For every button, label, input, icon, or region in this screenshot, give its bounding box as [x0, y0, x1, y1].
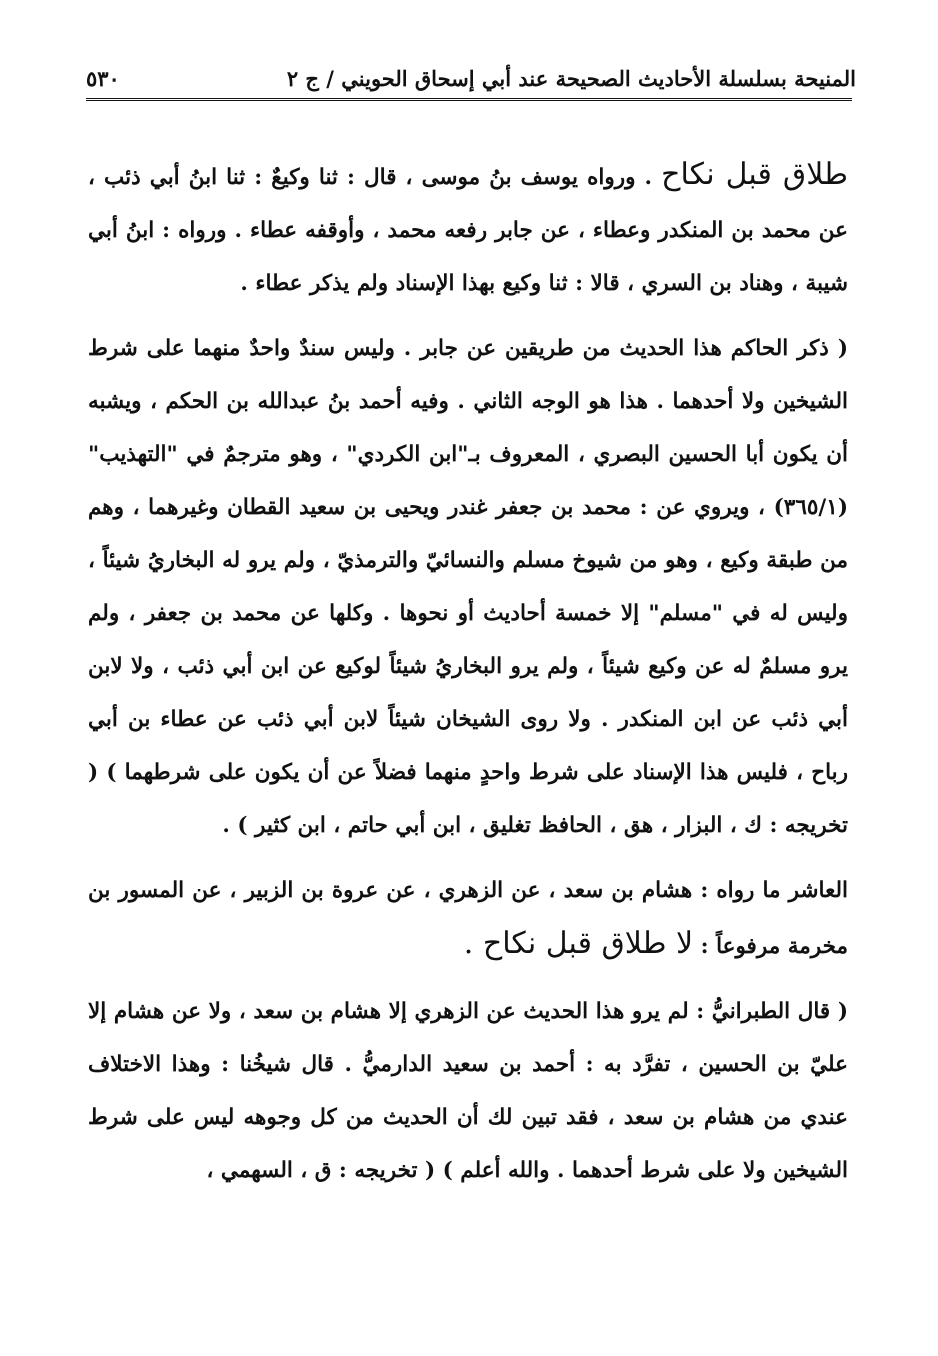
paragraph-text: العاشر ما رواه : هشام بن سعد ، عن الزهري ، عن عروة بن الزبير ، عن المسور بن مخرمة مرفوعاً :	[88, 878, 848, 959]
paragraph-text: ( قال الطبرانيُّ : لم يرو هذا الحديث عن الزهري إلا هشام بن سعد ، ولا عن هشام إلا عليّ بن الحسين ، تفرَّد به : أحمد بن سعيد الدارميُّ . قال شيخُنا : وهذا الاختلاف عندي من هشام بن سعد ، فقد تبين لك أن الحديث من كل وجوهه ليس على شرط الشيخين ولا على شرط أحدهما . والله أعلم ) ( تخريجه : ق ، السهمي ،	[88, 999, 848, 1183]
page-number: ٥٣٠	[86, 65, 120, 91]
paragraph-4	[88, 985, 848, 1197]
running-title: المنيحة بسلسلة الأحاديث الصحيحة عند أبي إسحاق الحويني / ج ٢	[286, 65, 856, 91]
paragraph-3	[88, 864, 848, 973]
header-rule	[86, 98, 852, 101]
paragraph-2	[88, 322, 848, 852]
page-header	[86, 60, 856, 96]
paragraph-1	[88, 148, 848, 310]
hadith-text: طلاق قبل نكاح	[661, 157, 848, 192]
paragraph-text: ( ذكر الحاكم هذا الحديث من طريقين عن جابر . وليس سندٌ واحدٌ منهما على شرط الشيخين ولا أحدهما . هذا هو الوجه الثاني . وفيه أحمد بنُ عبدالله بن الحكم ، ويشبه أن يكون أبا الحسين البصري ، المعروف بـ"ابن الكردي" ، وهو مترجمٌ في "التهذيب" (٣٦٥/١) ، ويروي عن : محمد بن جعفر غندر ويحيى بن سعيد القطان وغيرهما ، وهم من طبقة وكيع ، وهو من شيوخ مسلم والنسائيّ والترمذيّ ، ولم يرو له البخاريُ شيئاً ، وليس له في "مسلم" إلا خمسة أحاديث أو نحوها . وكلها عن محمد بن جعفر ، ولم يرو مسلمٌ له عن وكيع شيئاً ، ولم يرو البخاريُ شيئاً لوكيع عن ابن أبي ذئب ، ولا لابن أبي ذئب عن ابن المنكدر . ولا روى الشيخان شيئاً لابن أبي ذئب عن عطاء بن أبي رباح ، فليس هذا الإسناد على شرط واحدٍ منهما فضلاً عن أن يكون على شرطهما ) ( تخريجه : ك ، البزار ، هق ، الحافظ تغليق ، ابن أبي حاتم ، ابن كثير ) .	[88, 336, 848, 838]
paragraph-text: . ورواه يوسف بنُ موسى ، قال : ثنا وكيعٌ : ثنا ابنُ أبي ذئب ، عن محمد بن المنكدر وعطاء ، عن جابر رفعه محمد ، وأوقفه عطاء . ورواه : ابنُ أبي شيبة ، وهناد بن السري ، قالا : ثنا وكيع بهذا الإسناد ولم يذكر عطاء .	[88, 165, 848, 296]
hadith-text: لا طلاق قبل نكاح .	[463, 926, 694, 961]
main-text	[88, 148, 848, 1207]
